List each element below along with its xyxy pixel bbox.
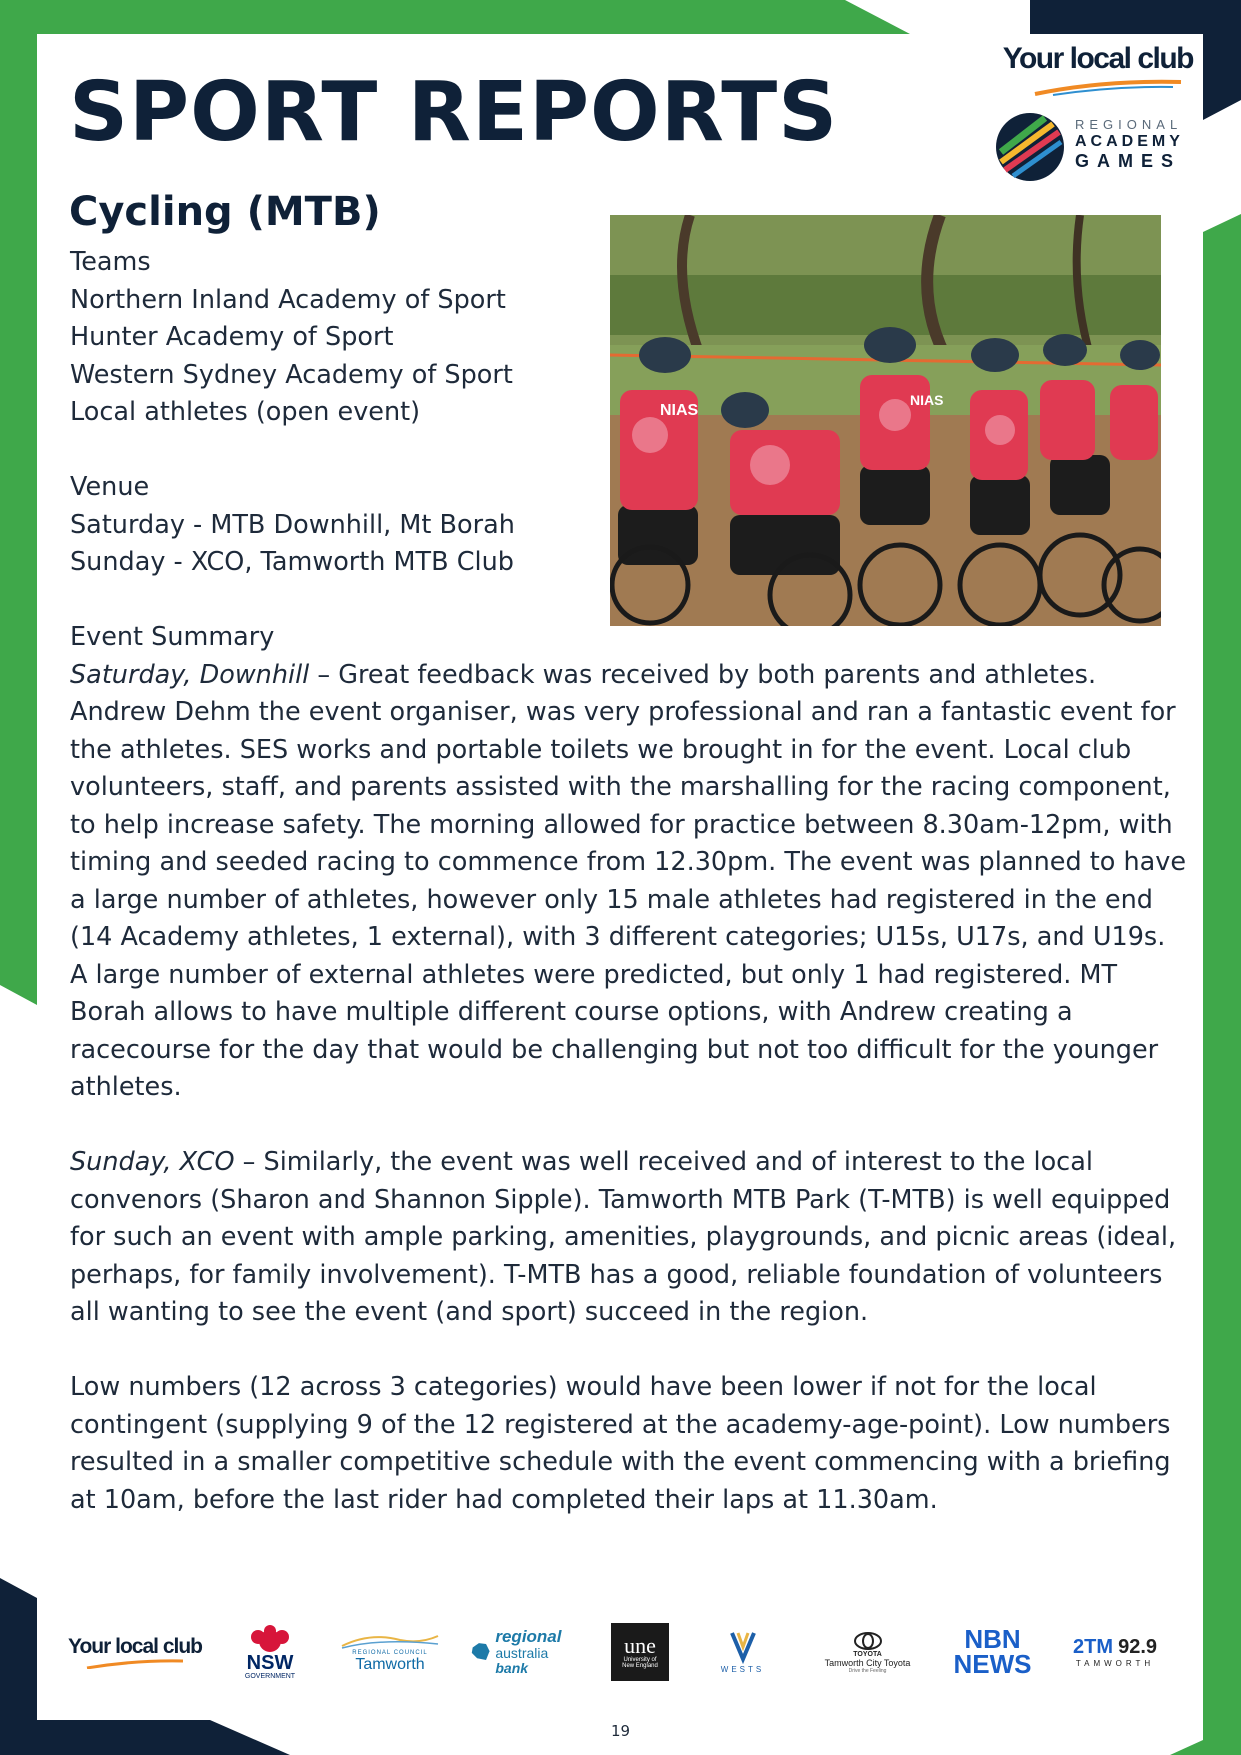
summary-paragraph: Sunday, XCO – Similarly, the event was well received and of interest to the local convenors (Sharon and Shannon Sipple). Tamworth MTB Park (T-MTB) is well equipped for such an event with ample parking, amenities, playgrounds, and picnic areas (ideal, perhaps, for family involvement). T-MTB has a good, reliable foundation of volunteers all wanting to see the event (and sport) succeed in the region. (70, 1147, 1177, 1327)
sponsor-tamworth-council: REGIONAL COUNCIL Tamworth (335, 1612, 445, 1692)
venue-item: Sunday - XCO, Tamworth MTB Club (70, 547, 514, 577)
sponsor-nbn-news: NBN NEWS (953, 1624, 1032, 1679)
teams-label: Teams (70, 247, 151, 277)
team-item: Local athletes (open event) (70, 397, 421, 427)
header-logos (983, 42, 1193, 182)
page-number: 19 (610, 1722, 631, 1740)
team-item: Northern Inland Academy of Sport (70, 284, 506, 315)
photo-jersey-label: NIAS (660, 402, 699, 419)
teams-venue-block (70, 244, 580, 582)
sponsor-logos (60, 1612, 1190, 1692)
venue-item: Saturday - MTB Downhill, Mt Borah (70, 509, 515, 540)
event-summary-label: Event Summary (70, 622, 275, 652)
sponsor-regional-australia-bank: regional australia bank (470, 1612, 575, 1692)
event-summary (70, 619, 1190, 1557)
summary-paragraph: Saturday, Downhill – Great feedback was received by both parents and athletes. Andrew Dehm the event organiser, was very professional and ran a fantastic event for the athletes. SES works and portable toilets we brought in for the event. Local club volunteers, staff, and parents assisted with the marshalling for the racing component, to help increase safety. The morning allowed for practice between 8.30am-12pm, with timing and seeded racing to commence from 12.30pm. The event was planned to have a large number of athletes, however only 15 male athletes had registered in the end (14 Academy athletes, 1 external), with 3 different categories; U15s, U17s, and U19s. A large number of external athletes were predicted, but only 1 had registered. MT Borah allows to have multiple different course options, with Andrew creating a racecourse for the day that would be challenging but not too difficult for the younger athletes. (70, 659, 1187, 1102)
team-item: Western Sydney Academy of Sport (70, 359, 513, 390)
wests-emblem-icon (728, 1631, 758, 1665)
page-title: SPORT REPORTS (69, 65, 839, 160)
australia-icon (470, 1639, 491, 1665)
sponsor-tamworth-city-toyota: TOYOTA Tamworth City Toyota Drive the Feeling (815, 1612, 920, 1692)
tamworth-hills-icon (340, 1630, 440, 1650)
swoosh-icon (85, 1659, 185, 1669)
section-title: Cycling (MTB) (69, 189, 381, 235)
regional-academy-games-icon (995, 112, 1065, 182)
sponsor-une: une University of New England (610, 1612, 670, 1692)
venue-label: Venue (70, 472, 150, 502)
swoosh-icon (1033, 78, 1183, 96)
summary-paragraph: Low numbers (12 across 3 categories) would have been lower if not for the local contingent (supplying 9 of the 12 registered at the academy-age-point). Low numbers resulted in a smaller competitive schedule with the event commencing with a briefing at 10am, before the last rider had completed their laps at 11.30am. (70, 1372, 1171, 1515)
regional-academy-games-text: REGIONAL ACADEMY GAMES (1075, 117, 1184, 171)
sponsor-your-local-club: Your local club (60, 1612, 210, 1692)
your-local-club-logo: Your local club (1002, 42, 1193, 75)
team-item: Hunter Academy of Sport (70, 322, 394, 352)
photo-jersey-label: NIAS (910, 392, 944, 408)
sponsor-wests: WESTS (700, 1612, 785, 1692)
summary-paragraph-lead: Sunday, XCO (70, 1147, 235, 1177)
toyota-icon (853, 1631, 883, 1651)
sponsor-nsw-government: NSW GOVERNMENT (235, 1612, 305, 1692)
cyclists-photo (610, 215, 1161, 626)
waratah-icon (246, 1625, 294, 1653)
summary-paragraph-lead: Saturday, Downhill (70, 659, 310, 690)
sponsor-2tm-929: 2TM 92.9 TAMWORTH (1072, 1636, 1158, 1668)
